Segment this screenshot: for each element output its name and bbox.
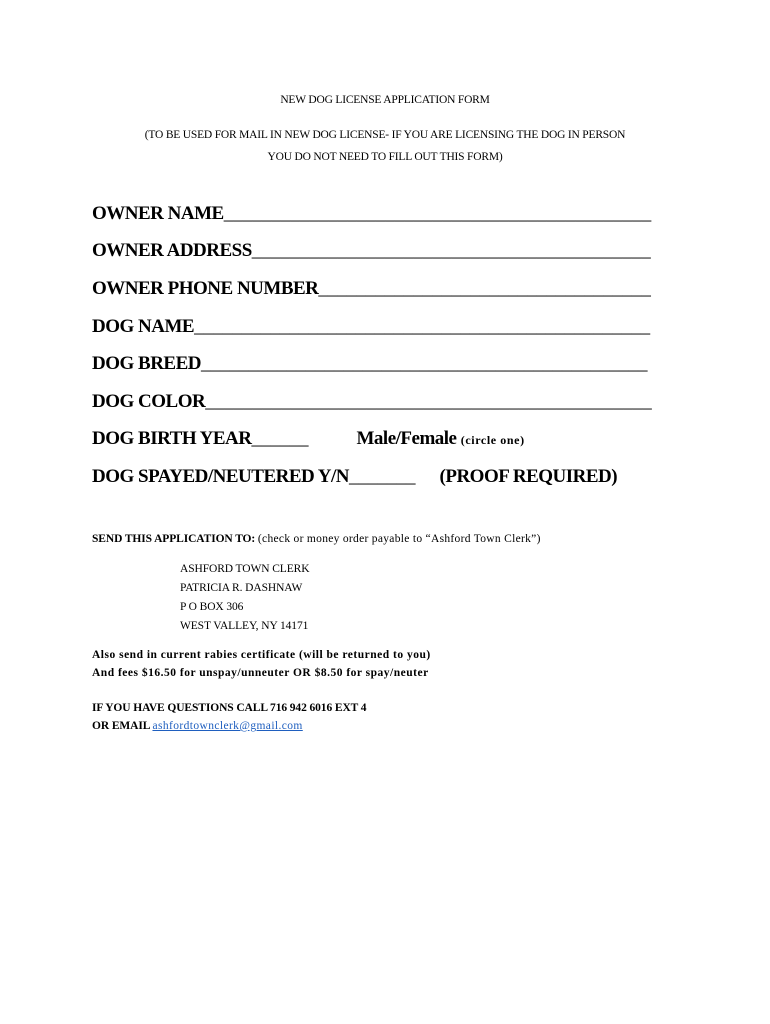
email-link[interactable]: ashfordtownclerk@gmail.com — [152, 720, 303, 732]
owner-phone-blank[interactable]: ___________________________________ — [318, 278, 651, 299]
send-to-line — [92, 533, 541, 545]
subtitle-line-1: (TO BE USED FOR MAIL IN NEW DOG LICENSE- IF YOU ARE LICENSING THE DOG IN PERSON — [144, 129, 626, 141]
owner-name-label: OWNER NAME — [92, 203, 224, 224]
email-line — [92, 720, 303, 732]
send-to-label: SEND THIS APPLICATION TO: — [92, 533, 256, 545]
owner-address-blank[interactable]: __________________________________________ — [251, 240, 651, 261]
owner-name-field — [92, 203, 651, 225]
sex-choice[interactable]: Male/Female — [356, 428, 457, 449]
email-prefix: OR EMAIL — [92, 720, 153, 732]
owner-address-label: OWNER ADDRESS — [92, 240, 252, 261]
owner-phone-field — [92, 278, 651, 300]
address-line-3: P O BOX 306 — [180, 601, 244, 613]
dog-birth-year-field — [92, 428, 525, 450]
address-line-1: ASHFORD TOWN CLERK — [180, 563, 310, 575]
dog-spayed-label: DOG SPAYED/NEUTERED Y/N — [92, 466, 350, 487]
dog-color-blank[interactable]: _______________________________________________ — [205, 391, 652, 412]
dog-birth-year-blank[interactable]: ______ — [251, 428, 309, 449]
fees-note: And fees $16.50 for unspay/unneuter OR $8.50 for spay/neuter — [92, 667, 429, 679]
rabies-note: Also send in current rabies certificate (will be returned to you) — [92, 649, 431, 661]
questions-line: IF YOU HAVE QUESTIONS CALL 716 942 6016 EXT 4 — [92, 702, 367, 714]
dog-breed-label: DOG BREED — [92, 353, 201, 374]
form-title: NEW DOG LICENSE APPLICATION FORM — [280, 94, 490, 106]
owner-name-blank[interactable]: _____________________________________________ — [223, 203, 652, 224]
address-line-4: WEST VALLEY, NY 14171 — [180, 620, 309, 632]
dog-name-blank[interactable]: ________________________________________________ — [194, 316, 651, 337]
address-line-2: PATRICIA R. DASHNAW — [180, 582, 303, 594]
dog-name-label: DOG NAME — [92, 316, 195, 337]
sex-choice-note: (circle one) — [460, 433, 525, 447]
subtitle-line-2: YOU DO NOT NEED TO FILL OUT THIS FORM) — [267, 151, 503, 163]
owner-address-field — [92, 240, 651, 262]
dog-breed-field — [92, 353, 648, 375]
dog-spayed-blank[interactable]: _______ — [349, 466, 416, 487]
dog-birth-year-label: DOG BIRTH YEAR — [92, 428, 252, 449]
dog-breed-blank[interactable]: _______________________________________________ — [201, 353, 648, 374]
payment-note: (check or money order payable to “Ashford Town Clerk”) — [257, 533, 541, 545]
owner-phone-label: OWNER PHONE NUMBER — [92, 278, 319, 299]
dog-name-field — [92, 316, 650, 338]
dog-spayed-field — [92, 466, 617, 488]
form-subtitle — [70, 124, 700, 168]
proof-required-note: (PROOF REQUIRED) — [439, 466, 618, 487]
mailing-address — [180, 560, 309, 636]
dog-color-label: DOG COLOR — [92, 391, 206, 412]
dog-color-field — [92, 391, 652, 413]
